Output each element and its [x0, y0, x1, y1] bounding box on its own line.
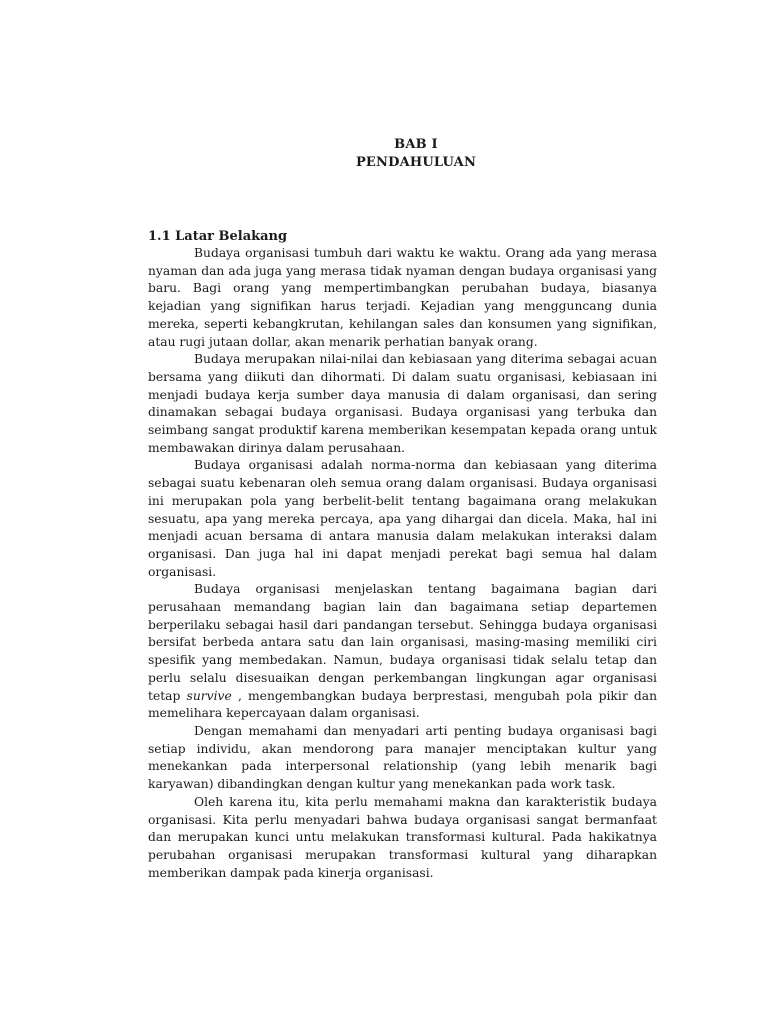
- chapter-number: BAB I: [394, 137, 438, 152]
- paragraph-4-text-after: , mengembangkan budaya berprestasi, mengubah pola pikir dan memelihara kepercayaan dalam organisasi.: [148, 688, 657, 721]
- paragraph-6: Oleh karena itu, kita perlu memahami makna dan karakteristik budaya organisasi. Kita perlu menyadari bahwa budaya organisasi sangat bermanfaat dan merupakan kunci untu melakukan transformasi kultural. Pada hakikatnya perubahan organisasi merupakan transformasi kultural yang diharapkan memberikan dampak pada kinerja organisasi.: [148, 794, 657, 880]
- paragraph-3: Budaya organisasi adalah norma-norma dan kebiasaan yang diterima sebagai suatu kebenaran oleh semua orang dalam organisasi. Budaya organisasi ini merupakan pola yang berbelit-belit tentang bagaimana orang melakukan sesuatu, apa yang mereka percaya, apa yang dihargai dan dicela. Maka, hal ini menjadi acuan bersama di antara manusia dalam melakukan interaksi dalam organisasi. Dan juga hal ini dapat menjadi perekat bagi semua hal dalam organisasi.: [148, 458, 657, 579]
- chapter-title: PENDAHULUAN: [355, 155, 477, 170]
- paragraph-5: Dengan memahami dan menyadari arti penting budaya organisasi bagi setiap individu, akan mendorong para manajer menciptakan kultur yang menekankan pada interpersonal relationship (yang lebih menarik bagi karyawan) dibandingkan dengan kultur yang menekankan pada work task.: [148, 723, 657, 792]
- paragraph-4-italic-term: survive: [186, 688, 232, 703]
- section-heading: 1.1 Latar Belakang: [148, 229, 288, 244]
- paragraph-4-text-before: Budaya organisasi menjelaskan tentang bagaimana bagian dari perusahaan memandang bagian lain dan bagaimana setiap departemen berperilaku sebagai hasil dari pandangan tersebut. Sehingga budaya organisasi bersifat berbeda antara satu dan lain organisasi, masing-masing memiliki ciri spesifik yang membedakan. Namun, budaya organisasi tidak selalu tetap dan perlu selalu disesuaikan dengan perkembangan lingkungan agar organisasi tetap: [148, 582, 657, 703]
- paragraph-2: Budaya merupakan nilai-nilai dan kebiasaan yang diterima sebagai acuan bersama yang diikuti dan dihormati. Di dalam suatu organisasi, kebiasaan ini menjadi budaya kerja sumber daya manusia di dalam organisasi, dan sering dinamakan sebagai budaya organisasi. Budaya organisasi yang terbuka dan seimbang sangat produktif karena memberikan kesempatan kepada orang untuk membawakan dirinya dalam perusahaan.: [148, 352, 657, 455]
- paragraph-1: Budaya organisasi tumbuh dari waktu ke waktu. Orang ada yang merasa nyaman dan ada juga yang merasa tidak nyaman dengan budaya organisasi yang baru. Bagi orang yang mempertimbangkan perubahan budaya, biasanya kejadian yang signifikan harus terjadi. Kejadian yang mengguncang dunia mereka, seperti kebangkrutan, kehilangan sales dan konsumen yang signifikan, atau rugi jutaan dollar, akan menarik perhatian banyak orang.: [148, 246, 657, 349]
- paragraph-4: [148, 581, 657, 723]
- body-text: [148, 245, 657, 882]
